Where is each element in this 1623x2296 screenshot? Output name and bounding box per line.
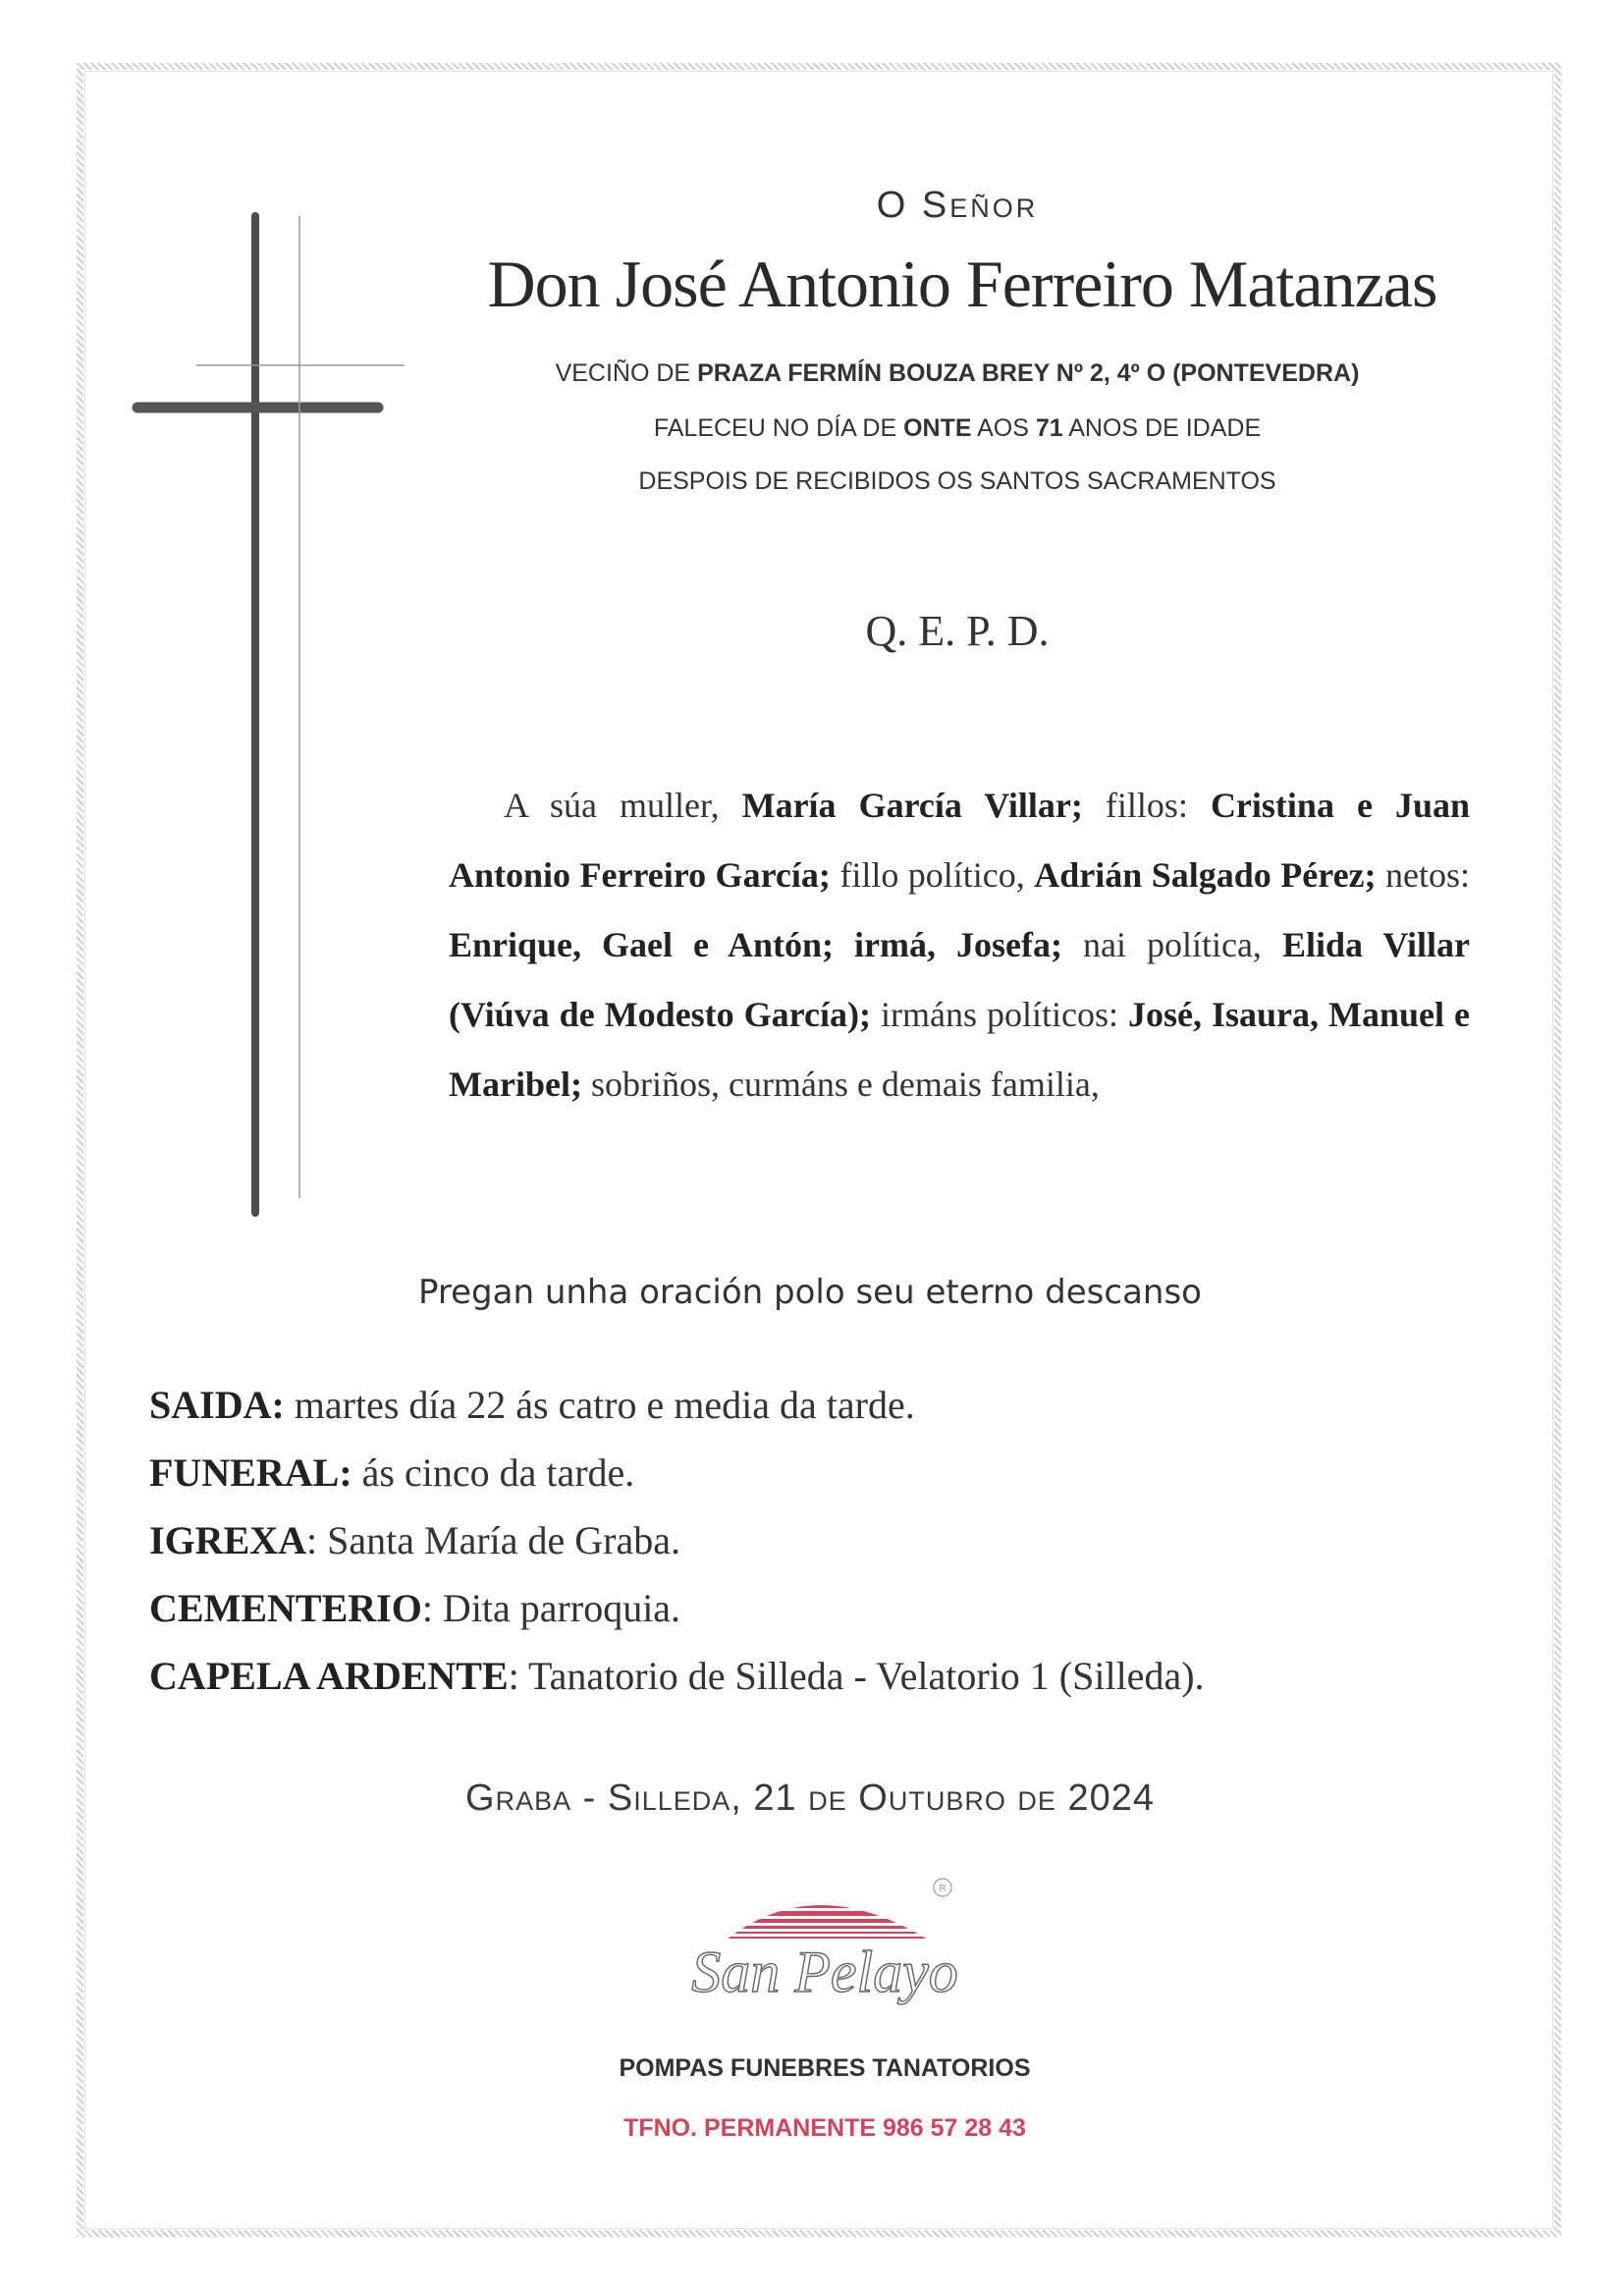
family-paragraph — [449, 771, 1470, 1120]
death-age: 71 — [1035, 414, 1063, 442]
logo-brand-text: San Pelayo — [691, 1940, 958, 2004]
registered-mark: R — [939, 1884, 947, 1894]
detail-value: ás cinco da tarde. — [352, 1450, 635, 1495]
family-bold-5: Elida Villar (Viúva de Modesto García); — [449, 925, 1470, 1034]
qepd-text: Q. E. P. D. — [865, 607, 1050, 655]
detail-cementerio — [149, 1574, 1475, 1642]
death-text-c: ANOS DE IDADE — [1062, 414, 1262, 442]
place-date: Graba - Silleda, 21 de Outubro de 2024 — [465, 1777, 1155, 1819]
san-pelayo-logo — [668, 1866, 982, 2043]
family-text-4: netos: — [1376, 855, 1470, 895]
family-text-6: irmáns políticos: — [870, 995, 1128, 1034]
detail-label: CEMENTERIO — [149, 1586, 422, 1630]
family-text-2: fillos: — [1082, 786, 1211, 825]
detail-saida — [149, 1371, 1475, 1439]
death-text-b: AOS — [971, 414, 1036, 442]
family-text-5: nai política, — [1061, 925, 1282, 964]
address-line — [442, 359, 1473, 388]
detail-label: FUNERAL: — [149, 1450, 352, 1495]
detail-value: : Tanatorio de Silleda - Velatorio 1 (Silleda). — [508, 1654, 1205, 1698]
family-bold-3: Adrián Salgado Pérez; — [1034, 855, 1377, 895]
title-prefix: O Señor — [876, 185, 1039, 226]
phone-line: TFNO. PERMANENTE 986 57 28 43 — [623, 2114, 1026, 2142]
family-bold-2: Cristina e Juan Antonio Ferreiro García; — [449, 786, 1470, 895]
detail-value: : Santa María de Graba. — [306, 1518, 680, 1562]
family-text-1: A súa muller, — [504, 786, 742, 825]
death-line — [442, 414, 1473, 443]
detail-value: : Dita parroquia. — [421, 1586, 681, 1630]
family-bold-6: José, Isaura, Manuel e Maribel; — [449, 995, 1470, 1104]
detail-capela — [149, 1642, 1475, 1710]
sacraments-line: DESPOIS DE RECIBIDOS OS SANTOS SACRAMENTOS — [638, 467, 1276, 495]
detail-igrexa — [149, 1506, 1475, 1574]
prayer-line: Pregan unha oración polo seu eterno descanso — [418, 1273, 1202, 1312]
deceased-name: Don José Antonio Ferreiro Matanzas — [487, 246, 1437, 321]
address-value: PRAZA FERMÍN BOUZA BREY Nº 2, 4º O (PONTEVEDRA) — [697, 359, 1360, 387]
address-prefix: VECIÑO DE — [555, 359, 698, 387]
death-day: ONTE — [903, 414, 972, 442]
detail-label: IGREXA — [149, 1518, 307, 1562]
death-text-a: FALECEU NO DÍA DE — [653, 414, 904, 442]
cross-icon — [128, 211, 412, 1218]
company-tagline: POMPAS FUNEBRES TANATORIOS — [619, 2054, 1031, 2082]
service-details — [149, 1371, 1475, 1710]
detail-value: martes día 22 ás catro e media da tarde. — [284, 1383, 915, 1427]
family-bold-4: Enrique, Gael e Antón; irmá, Josefa; — [449, 925, 1062, 964]
family-text-7: sobriños, curmáns e demais familia, — [581, 1065, 1100, 1104]
family-bold-1: María García Villar; — [741, 786, 1083, 825]
detail-label: SAIDA: — [149, 1383, 285, 1427]
family-text-3: fillo político, — [830, 855, 1035, 895]
detail-funeral — [149, 1439, 1475, 1506]
detail-label: CAPELA ARDENTE — [149, 1654, 509, 1698]
